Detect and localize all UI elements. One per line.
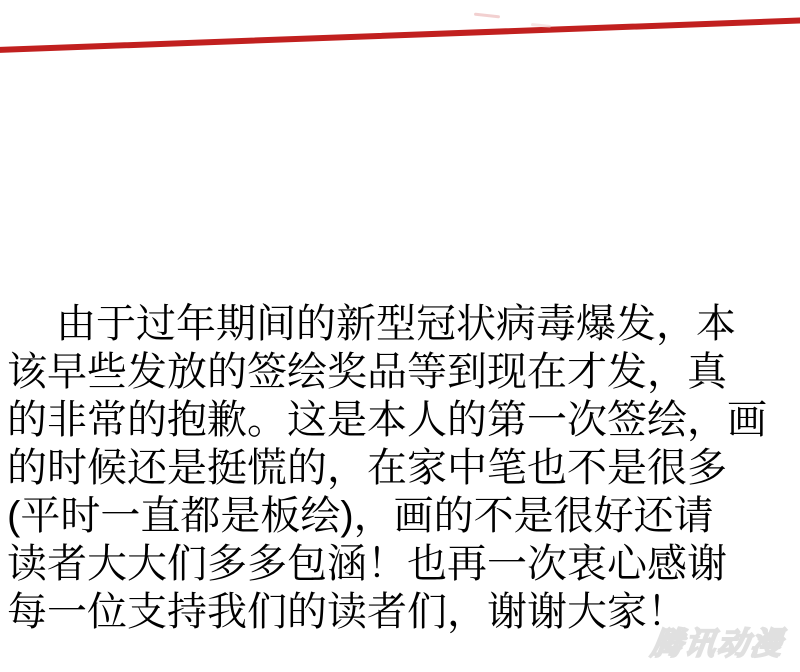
note-line: (平时一直都是板绘)，画的不是很好还请 — [7, 494, 714, 538]
tencent-comics-watermark: 腾讯动漫 — [649, 626, 787, 661]
author-note — [7, 300, 799, 636]
note-line: 读者大大们多多包涵！也再一次衷心感谢 — [7, 542, 727, 586]
note-line: 该早些发放的签绘奖品等到现在才发，真 — [7, 350, 727, 394]
faint-line-artifact — [474, 13, 500, 19]
note-line: 由于过年期间的新型冠状病毒爆发，本 — [56, 302, 736, 346]
note-line: 每一位支持我们的读者们，谢谢大家！ — [7, 590, 687, 634]
note-line: 的非常的抱歉。这是本人的第一次签绘，画 — [7, 398, 767, 442]
diagonal-accent-line — [0, 17, 800, 53]
note-line: 的时候还是挺慌的，在家中笔也不是很多 — [7, 446, 727, 490]
